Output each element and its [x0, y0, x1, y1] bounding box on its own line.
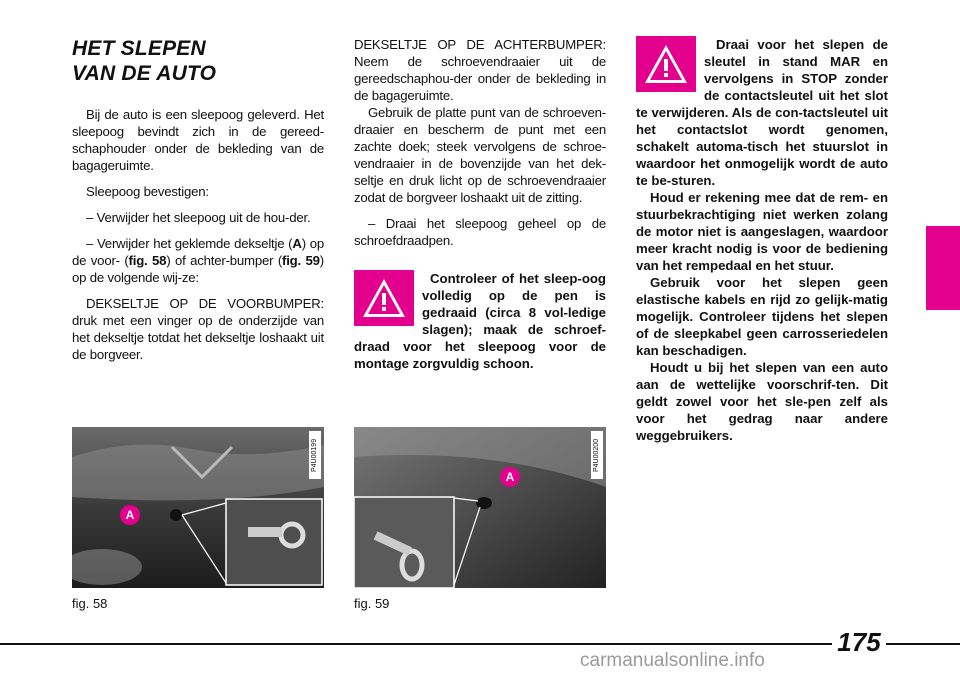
- page-title: [72, 36, 324, 86]
- text-span: ) op de voor- (: [72, 236, 324, 268]
- warning-text: Houd er rekening mee dat de rem- en stuurbekrachtiging niet werken zolang de motor niet is aangeslagen, waardoor meer kracht nodig is voor de bediening van het rempedaal en het stuur.: [636, 190, 888, 273]
- paragraph: Sleepoog bevestigen:: [86, 184, 209, 199]
- figure-59-caption: fig. 59: [354, 596, 390, 611]
- column-2: [354, 36, 606, 372]
- title-line-2: VAN DE AUTO: [72, 62, 217, 85]
- title-line-1: HET SLEPEN: [72, 37, 206, 60]
- paragraph: DEKSELTJE OP DE ACHTERBUMPER: Neem de schroevendraaier uit de gereedschaphou-der onder de bekleding in de bagageruimte.: [354, 37, 606, 103]
- figure-58-caption: fig. 58: [72, 596, 108, 611]
- column-1: [72, 36, 324, 372]
- rear-bumper-illustration: [354, 427, 606, 588]
- text-span: – Verwijder het geklemde dekseltje (: [86, 236, 293, 251]
- list-item: – Draai het sleepoog geheel op de schroefdraadpen.: [354, 216, 606, 248]
- figure-58-photo: [72, 427, 324, 588]
- section-tab: [926, 226, 960, 310]
- watermark: carmanualsonline.info: [580, 650, 765, 671]
- paragraph: Bij de auto is een sleepoog geleverd. Het sleepoog bevindt zich in de gereed-schaphouder onder de bekleding van de bagageruimte.: [72, 107, 324, 173]
- figure-code: P4U00200: [591, 431, 603, 479]
- fig-ref: fig. 58: [128, 253, 167, 268]
- fig-ref: fig. 59: [282, 253, 320, 268]
- footer-rule: [0, 643, 960, 645]
- page-number: 175: [832, 628, 886, 656]
- figure-59-photo: [354, 427, 606, 588]
- paragraph: DEKSELTJE OP DE VOORBUMPER: druk met een vinger op de onderzijde van het dekseltje totdat het dekseltje loshaakt uit de borgveer.: [72, 296, 324, 362]
- warning-text: Draai voor het slepen de sleutel in stand MAR en vervolgens in STOP zonder de contactsleutel uit het slot te verwijderen. Als de con-tactsleutel uit het contactslot wordt genomen, schakelt automa-tisch het stuurslot in waardoor het onmogelijk wordt de auto te be-sturen.: [636, 37, 888, 188]
- ref-label: A: [292, 236, 302, 251]
- list-item: – Verwijder het sleepoog uit de hou-der.: [86, 210, 311, 225]
- text-span: ) op de volgende wij-ze:: [72, 253, 324, 285]
- warning-box: [636, 36, 888, 189]
- text-span: ) of achter-bumper (: [166, 253, 283, 268]
- front-bumper-illustration: [72, 427, 324, 588]
- list-item: [72, 235, 324, 286]
- warning-icon: [636, 36, 696, 92]
- warning-text: Controleer of het sleep-oog volledig op de pen is gedraaid (circa 8 vol-ledige slagen); maak de schroef-draad voor het sleepoog voor de montage zorgvuldig schoon.: [354, 271, 606, 371]
- marker-a: A: [500, 467, 520, 487]
- warning-icon: [354, 270, 414, 326]
- marker-a: A: [120, 505, 140, 525]
- column-3: [636, 36, 888, 444]
- warning-box: [354, 270, 606, 372]
- figure-code: P4U00199: [309, 431, 321, 479]
- paragraph: Gebruik de platte punt van de schroeven-draaier en bescherm de punt met een zachte doek; steek vervolgens de schroe-vendraaier in de bovenzijde van het dek-seltje en druk licht op de schroevendraaier zodat de borgveer loshaakt uit de zitting.: [354, 105, 606, 205]
- warning-text: Gebruik voor het slepen geen elastische kabels en rijd zo gelijk-matig mogelijk. Controleer tijdens het slepen of de sleepkabel geen carrosseriedelen kan beschadigen.: [636, 275, 888, 358]
- warning-text: Houdt u bij het slepen van een auto aan de wettelijke voorschrif-ten. Dit geldt zowel voor het sle-pen zelf als voor het gedrag naar andere weggebruikers.: [636, 360, 888, 443]
